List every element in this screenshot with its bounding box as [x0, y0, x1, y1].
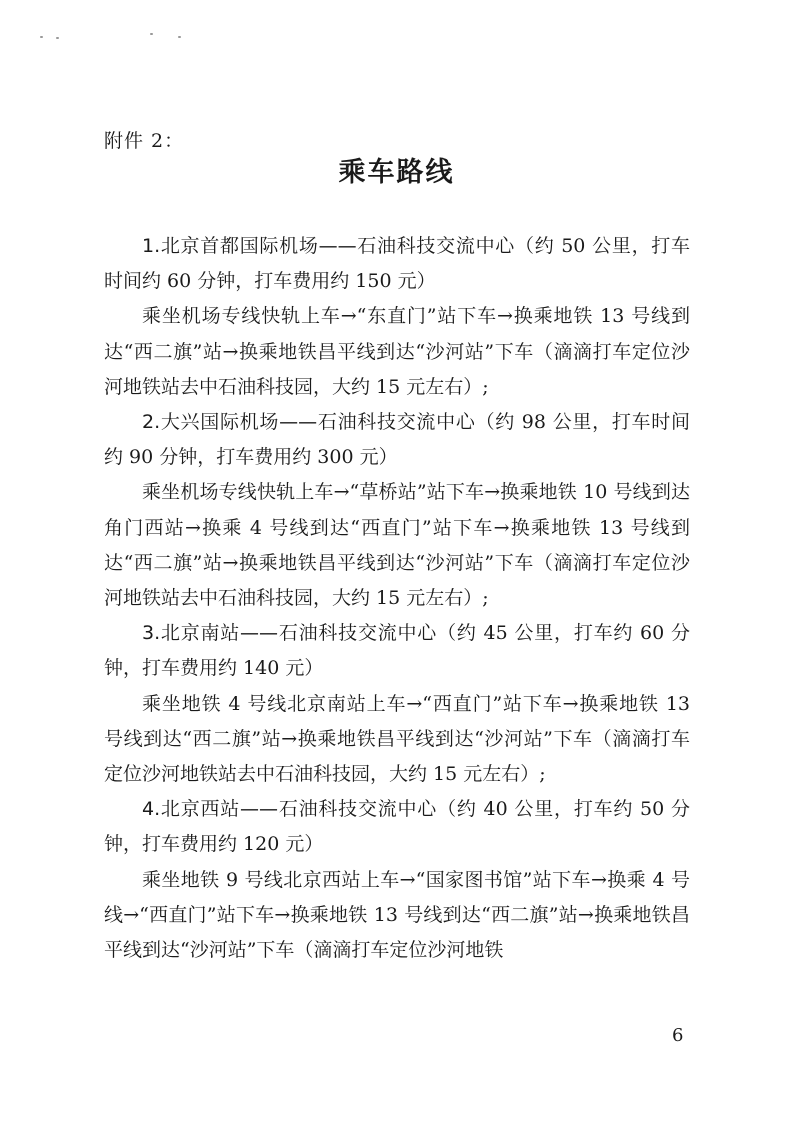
route-heading: [104, 405, 690, 475]
route-heading: [104, 616, 690, 686]
route-directions: 乘坐机场专线快轨上车→“草桥站”站下车→换乘地铁 10 号线到达角门西站→换乘 4 号线到达“西直门”站下车→换乘地铁 13 号线到达“西二旗”站→换乘地铁昌平线到达“沙河站”下车（滴滴打车定位沙河地铁站去中石油科技园，大约 15 元左右）;: [104, 481, 690, 610]
route-detail: （约 45 公里，打车约 60 分钟，打车费用约 140 元）: [104, 622, 690, 680]
route-heading: [104, 792, 690, 862]
route-section: [104, 405, 690, 616]
route-name: 2.大兴国际机场——石油科技交流中心: [142, 411, 476, 434]
route-heading: [104, 229, 690, 299]
route-section: [104, 229, 690, 405]
route-name: 3.北京南站——石油科技交流中心: [142, 622, 438, 645]
scan-artifact: [40, 30, 200, 42]
route-detail: （约 50 公里，打车时间约 60 分钟，打车费用约 150 元）: [104, 235, 690, 293]
document-body: [104, 229, 690, 968]
route-directions: 乘坐地铁 4 号线北京南站上车→“西直门”站下车→换乘地铁 13 号线到达“西二旗”站→换乘地铁昌平线到达“沙河站”下车（滴滴打车定位沙河地铁站去中石油科技园，大约 15 元左右）;: [104, 692, 690, 786]
route-name: 1.北京首都国际机场——石油科技交流中心: [142, 235, 516, 257]
route-section: [104, 616, 690, 792]
route-directions: 乘坐地铁 9 号线北京西站上车→“国家图书馆”站下车→换乘 4 号线→“西直门”站下车→换乘地铁 13 号线到达“西二旗”站→换乘地铁昌平线到达“沙河站”下车（滴滴打车定位沙河地铁: [104, 868, 690, 962]
page-number: 6: [672, 1025, 684, 1046]
attachment-label: 附件 2：: [104, 130, 185, 152]
route-name: 4.北京西站——石油科技交流中心: [142, 798, 438, 821]
route-detail: （约 40 公里，打车约 50 分钟，打车费用约 120 元）: [104, 798, 690, 856]
page-title: 乘车路线: [338, 157, 455, 188]
route-section: [104, 792, 690, 968]
route-detail: （约 98 公里，打车时间约 90 分钟，打车费用约 300 元）: [104, 411, 690, 469]
route-directions: 乘坐机场专线快轨上车→“东直门”站下车→换乘地铁 13 号线到达“西二旗”站→换乘地铁昌平线到达“沙河站”下车（滴滴打车定位沙河地铁站去中石油科技园，大约 15 元左右）;: [104, 305, 690, 398]
